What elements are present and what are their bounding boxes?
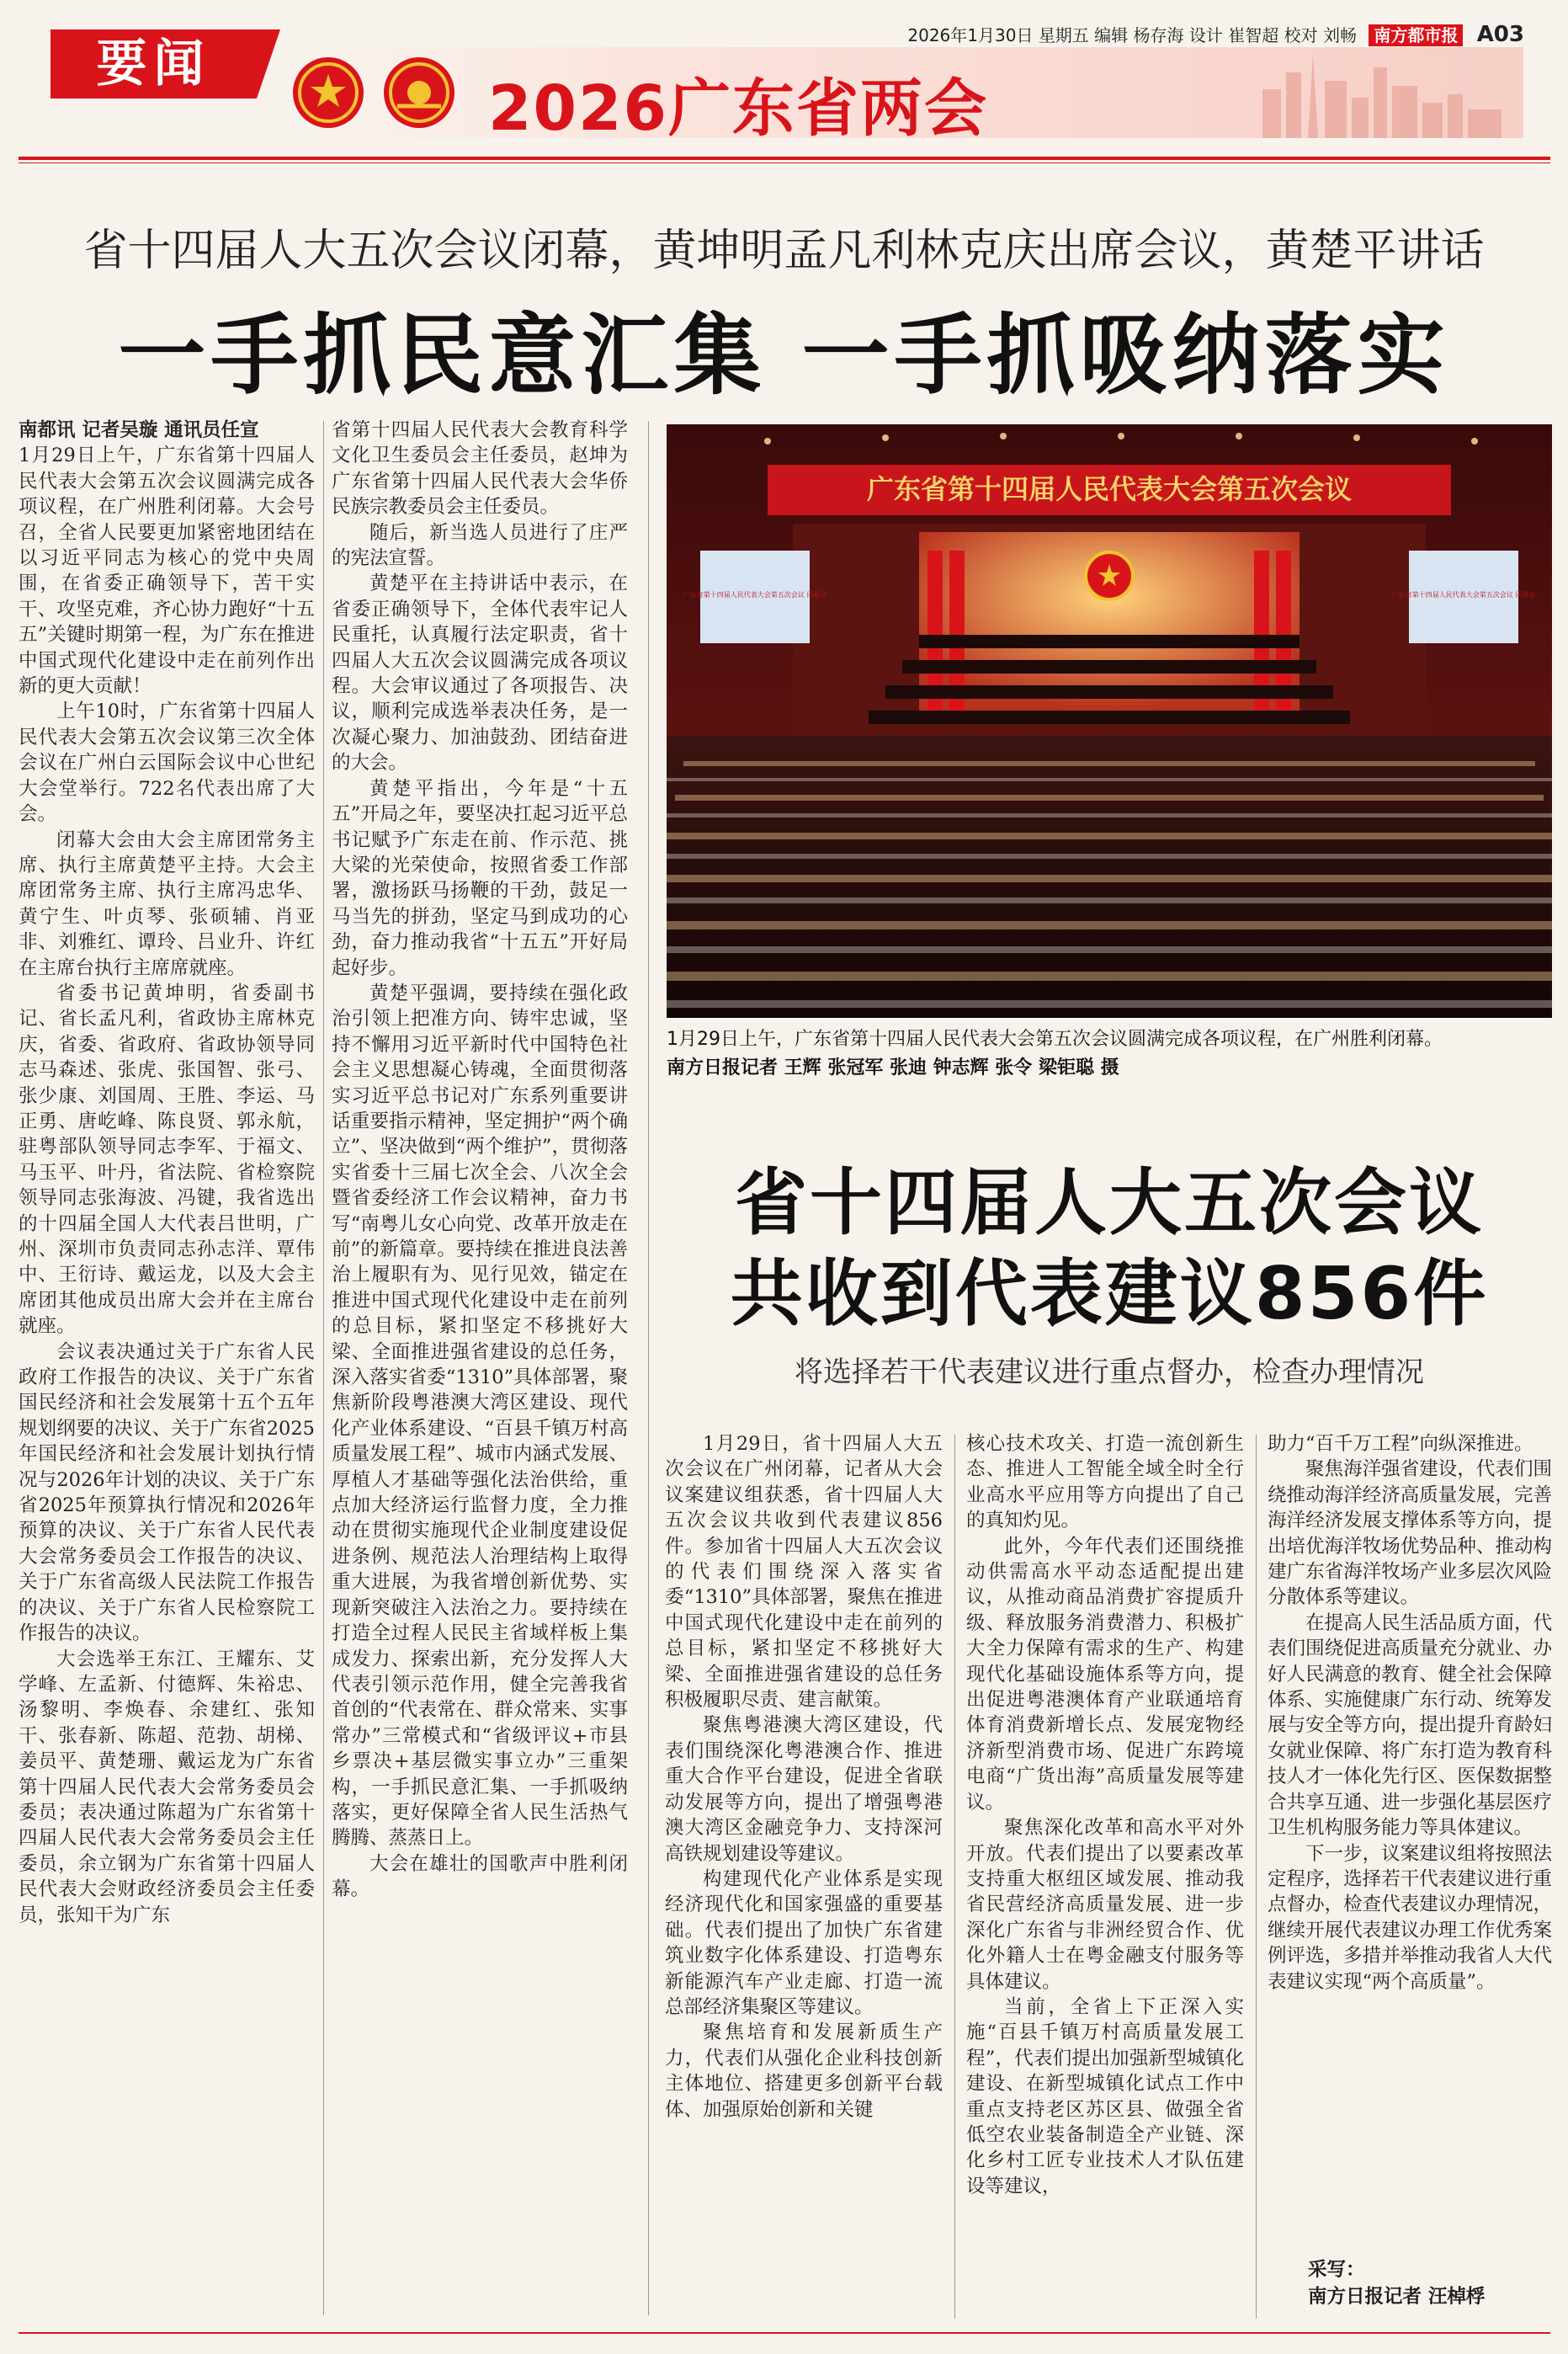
photo-caption-text: 1月29日上午，广东省第十四届人民代表大会第五次会议圆满完成各项议程，在广州胜利闭幕。 bbox=[667, 1029, 1443, 1050]
bottom-rule bbox=[19, 2332, 1550, 2334]
story1-col1-para: 会议表决通过关于广东省人民政府工作报告的决议、关于广东省国民经济和社会发展第十五个五年规划纲要的决议、关于广东省2025年国民经济和社会发展计划执行情况与2026年计划的决议、关于广东省2025年预算执行情况和2026年预算的决议、关于广东省人民代表大会常务委员会工作报告的决议、关于广东省高级人民法院工作报告的决议、关于广东省人民检察院工作报告的决议。 bbox=[19, 1340, 315, 1645]
story2-col2-para: 聚焦深化改革和高水平对外开放。代表们提出了以要素改革支持重大枢纽区域发展、推动我省民营经济高质量发展、进一步深化广东省与非洲经贸合作、优化外籍人士在粤金融支付服务等具体建议。 bbox=[966, 1817, 1244, 1993]
banner-title: 2026广东省两会 bbox=[488, 72, 988, 145]
story1-col2-para: 省第十四届人民代表大会教育科学文化卫生委员会主任委员，赵坤为广东省第十四届人民代表大会华侨民族宗教委员会主任委员。 bbox=[332, 419, 628, 519]
story1-column-2 bbox=[332, 418, 628, 2320]
story1-headline: 一手抓民意汇集 一手抓吸纳落实 bbox=[118, 304, 1450, 407]
story2-col2-para: 当前，全省上下正深入实施“百县千镇万村高质量发展工程”，代表们提出加强新型城镇化建设、在新型城镇化试点工作中重点支持老区苏区县、做强全省低空农业装备制造全产业链、深化乡村工匠专业技术人才队伍建设等建议， bbox=[966, 1995, 1244, 2197]
story2-col3-para: 助力“百千万工程”向纵深推进。 bbox=[1268, 1433, 1533, 1455]
header-rule-thin bbox=[19, 162, 1550, 163]
story1-kicker: 省十四届人大五次会议闭幕，黄坤明孟凡利林克庆出席会议，黄楚平讲话 bbox=[83, 226, 1485, 276]
editor-credit: 编辑 杨存海 bbox=[1094, 25, 1184, 45]
story1-col2-para: 黄楚平强调，要持续在强化政治引领上把准方向、铸牢忠诚，坚持不懈用习近平新时代中国特色社会主义思想凝心铸魂，全面贯彻落实习近平总书记对广东系列重要讲话重要指示精神，坚定拥护“两个确立”、坚决做到“两个维护”，贯彻落实省委十三届七次全会、八次全会暨省委经济工作会议精神，奋力书写“南粤儿女心向党、改革开放走在前”的新篇章。要持续在推进良法善治上履职有为、见行见效，锚定在推进中国式现代化建设中走在前列的总目标，紧扣坚定不移挑好大梁、全面推进强省建设的总任务，深入落实省委“1310”具体部署，聚焦新阶段粤港澳大湾区建设、现代化产业体系建设、“百县千镇万村高质量发展工程”、城市内涵式发展、厚植人才基础等强化法治供给，重点加大经济运行监督力度，全力推动在贯彻实施现代企业制度建设促进条例、规范法人治理结构上取得重大进展，为我省增创新优势、实现新突破注入法治之力。要持续在打造全过程人民民主省域样板上集成发力、探索出新，充分发挥人大代表引领示范作用，健全完善我省首创的“代表常在、群众常来、实事常办”三常模式和“省级评议+市县乡票决+基层微实事立办”三重架构，一手抓民意汇集、一手抓吸纳落实，更好保障全省人民生活热气腾腾、蒸蒸日上。 bbox=[332, 982, 628, 1850]
story1-col1-para: 1月29日上午，广东省第十四届人民代表大会第五次会议圆满完成各项议程，在广州胜利闭幕。大会号召，全省人民要更加紧密地团结在以习近平同志为核心的党中央周围，在省委正确领导下，苦干实干、攻坚克难，齐心协力跑好“十五五”关键时期第一程，为广东在推进中国式现代化建设中走在前列作出新的更大贡献！ bbox=[19, 445, 315, 698]
page-meta bbox=[907, 22, 1524, 47]
column-divider bbox=[1256, 1435, 1257, 2319]
story2-column-2 bbox=[966, 1431, 1244, 2324]
story2-signature bbox=[1308, 2256, 1485, 2310]
story1-col1-para: 闭幕大会由大会主席团常务主席、执行主席黄楚平主持。大会主席团常务主席、执行主席冯忠华、黄宁生、叶贞琴、张硕辅、肖亚非、刘雅红、谭玲、吕业升、许红在主席台执行主席席就座。 bbox=[19, 828, 315, 979]
story1-col2-para: 大会在雄壮的国歌声中胜利闭幕。 bbox=[332, 1852, 628, 1901]
issue-weekday: 星期五 bbox=[1038, 25, 1089, 45]
right-screen-text: 广东省第十四届人民代表大会第五次会议 闭幕会 bbox=[1391, 591, 1536, 599]
story1-col2-para: 随后，新当选人员进行了庄严的宪法宣誓。 bbox=[332, 521, 628, 570]
story2-col3-para: 在提高人民生活品质方面，代表们围绕促进高质量充分就业、办好人民满意的教育、健全社会保障体系、实施健康广东行动、统筹发展与安全等方向，提出提升育龄妇女就业保障、将广东打造为教育科技人才一体化先行区、医保数据整合共享互通、进一步强化基层医疗卫生机构服务能力等具体建议。 bbox=[1268, 1611, 1552, 1840]
design-credit: 设计 崔智超 bbox=[1188, 25, 1279, 45]
issue-date: 2026年1月30日 bbox=[907, 25, 1034, 45]
story2-col1-para: 聚焦粤港澳大湾区建设，代表们围绕深化粤港澳合作、推进重大合作平台建设，促进全省联动发展等方向，提出了增强粤港澳大湾区金融竞争力、支持深河高铁规划建设等建议。 bbox=[665, 1714, 943, 1865]
proof-credit: 校对 刘畅 bbox=[1284, 25, 1357, 45]
section-label: 要闻 bbox=[50, 29, 257, 99]
paper-name: 南方都市报 bbox=[1369, 24, 1463, 46]
story2-col2-para: 核心技术攻关、打造一流创新生态、推进人工智能全域全时全行业高水平应用等方向提出了自己的真知灼见。 bbox=[966, 1433, 1244, 1532]
hall-banner-text: 广东省第十四届人民代表大会第五次会议 bbox=[866, 473, 1353, 505]
story1-col1-para: 上午10时，广东省第十四届人民代表大会第五次会议第三次全体会议在广州白云国际会议中心世纪大会堂举行。722名代表出席了大会。 bbox=[19, 700, 315, 826]
signature-name: 南方日报记者 汪棹桴 bbox=[1308, 2286, 1486, 2308]
story2-subtitle: 将选择若干代表建议进行重点督办，检查办理情况 bbox=[795, 1355, 1424, 1389]
story2-col1-para: 构建现代化产业体系是实现经济现代化和国家强盛的重要基础。代表们提出了加快广东省建筑业数字化体系建设、打造粤东新能源汽车产业走廊、打造一流总部经济集聚区等建议。 bbox=[665, 1867, 943, 2018]
left-screen-text: 广东省第十四届人民代表大会第五次会议 闭幕会 bbox=[683, 591, 827, 599]
column-divider bbox=[954, 1435, 955, 2319]
column-divider bbox=[323, 421, 324, 2315]
story2-column-3 bbox=[1268, 1431, 1552, 2324]
photo-credit: 南方日报记者 王辉 张冠军 张迪 钟志辉 张令 梁钜聪 摄 bbox=[667, 1057, 1119, 1078]
story2-col1-para: 1月29日，省十四届人大五次会议在广州闭幕，记者从大会议案建议组获悉，省十四届人大五次会议共收到代表建议856件。参加省十四届人大五次会议的代表们围绕深入落实省委“1310”具体部署，聚焦在推进中国式现代化建设中走在前列的总目标，紧扣坚定不移挑好大梁、全面推进强省建设的总任务积极履职尽责、建言献策。 bbox=[665, 1433, 943, 1712]
story2-col2-para: 此外，今年代表们还围绕推动供需高水平动态适配提出建议，从推动商品消费扩容提质升级、释放服务消费潜力、积极扩大全力保障有需求的生产、构建现代化基础设施体系等方向，提出促进粤港澳体育产业联通培育体育消费新增长点、发展宠物经济新型消费市场、促进广东跨境电商“广货出海”高质量发展等建议。 bbox=[966, 1535, 1244, 1813]
photo-caption bbox=[667, 1025, 1552, 1083]
assembly-hall-photo bbox=[667, 424, 1552, 1018]
cppcc-emblem-icon bbox=[384, 57, 454, 128]
story2-title bbox=[667, 1158, 1552, 1339]
story1-column-1 bbox=[19, 418, 315, 2320]
story2-title-line: 共收到代表建议856件 bbox=[730, 1252, 1489, 1336]
column-divider bbox=[648, 421, 649, 2315]
signature-label: 采写： bbox=[1308, 2259, 1365, 2281]
stage-emblem-icon bbox=[1086, 552, 1133, 599]
assembly-hall-illustration bbox=[667, 424, 1552, 1018]
story2-column-1 bbox=[665, 1431, 943, 2324]
story2-col3-para: 下一步，议案建议组将按照法定程序，选择若干代表建议进行重点督办，检查代表建议办理情况，继续开展代表建议办理工作优秀案例评选，多措并举推动我省人大代表建议实现“两个高质量”。 bbox=[1268, 1842, 1552, 1993]
national-emblem-icon bbox=[293, 57, 364, 128]
story1-col2-para: 黄楚平指出，今年是“十五五”开局之年，要坚决扛起习近平总书记赋予广东走在前、作示范、挑大梁的光荣使命，按照省委工作部署，激扬跃马扬鞭的干劲，鼓足一马当先的拼劲，坚定马到成功的心劲，奋力推动我省“十五五”开好局起好步。 bbox=[332, 777, 628, 979]
story1-col2-para: 黄楚平在主持讲话中表示，在省委正确领导下，全体代表牢记人民重托，认真履行法定职责，省十四届人大五次会议圆满完成各项议程。大会审议通过了各项报告、决议，顺利完成选举表决任务，是一次凝心聚力、加油鼓劲、团结奋进的大会。 bbox=[332, 573, 628, 775]
story2-title-line: 省十四届人大五次会议 bbox=[735, 1161, 1484, 1245]
story2-col1-para: 聚焦培育和发展新质生产力，代表们从强化企业科技创新主体地位、搭建更多创新平台载体、加强原始创新和关键 bbox=[665, 2021, 943, 2121]
story1-col1-para: 省委书记黄坤明，省委副书记、省长孟凡利，省政协主席林克庆，省委、省政府、省政协领导同志马森述、张虎、张国智、张弓、张少康、刘国周、王胜、李运、马正勇、唐屹峰、陈良贤、郭永航，驻粤部队领导同志李军、于福文、马玉平、叶丹，省法院、省检察院领导同志张海波、冯键，我省选出的十四届全国人大代表吕世明，广州、深圳市负责同志孙志洋、覃伟中、王衍诗、戴运龙，以及大会主席团其他成员出席大会并在主席台就座。 bbox=[19, 982, 315, 1338]
story2-col3-para: 聚焦海洋强省建设，代表们围绕推动海洋经济高质量发展，完善海洋经济发展支撑体系等方向，提出培优海洋牧场优势品种、推动构建广东省海洋牧场产业多层次风险分散体系等建议。 bbox=[1268, 1458, 1552, 1609]
story1-byline: 南都讯 记者吴璇 通讯员任宣 bbox=[19, 419, 259, 441]
header-rule bbox=[19, 157, 1550, 160]
story1-col1-para: 大会选举王东江、王耀东、艾学峰、左孟新、付德辉、朱裕忠、汤黎明、李焕春、余建红、张知干、张春新、陈超、范勃、胡梯、姜员平、黄楚珊、戴运龙为广东省第十四届人民代表大会常务委员会委员；表决通过陈超为广东省第十四届人民代表大会常务委员会主任委员，余立钢为广东省第十四届人民代表大会财政经济委员会主任委员，张知干为广东 bbox=[19, 1648, 315, 1926]
page-number: A03 bbox=[1476, 22, 1524, 47]
